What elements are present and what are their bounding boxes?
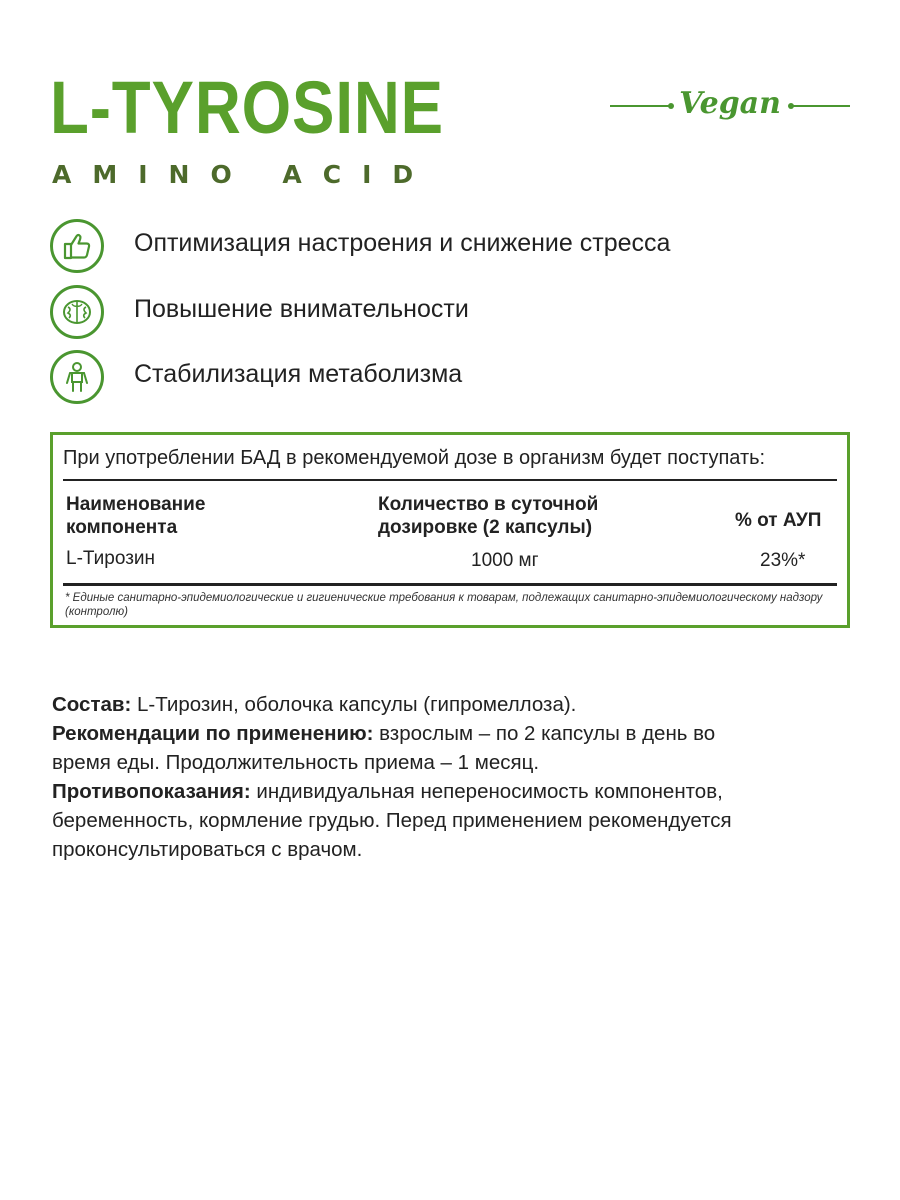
contra-label: Противопоказания: <box>52 780 251 803</box>
table-cell-percent: 23%* <box>760 550 806 571</box>
header-name-line2: компонента <box>66 517 178 538</box>
brain-icon <box>50 285 104 339</box>
composition-paragraph <box>52 690 842 719</box>
benefit-text: Повышение внимательности <box>134 295 469 323</box>
header-amount-line2: дозировке (2 капсулы) <box>378 517 593 538</box>
table-cell-amount: 1000 мг <box>471 550 539 571</box>
badge-line-right <box>792 105 850 107</box>
header-amount-line1: Количество в суточной <box>378 494 599 515</box>
header-daily-amount <box>378 493 598 539</box>
usage-label: Рекомендации по применению: <box>52 722 374 745</box>
person-icon <box>50 350 104 404</box>
product-info <box>52 690 842 864</box>
benefit-item-attention <box>50 285 850 345</box>
header-name-line1: Наименование <box>66 494 206 515</box>
benefit-item-mood <box>50 219 850 279</box>
vegan-badge <box>610 84 850 128</box>
table-cell-name: L-Тирозин <box>66 548 156 569</box>
header-component-name <box>66 493 205 539</box>
table-divider-top <box>63 479 837 481</box>
usage-text: взрослым – по 2 капсулы в день во время еды. Продолжительность приема – 1 месяц. <box>52 722 716 774</box>
composition-label: Состав: <box>52 693 132 716</box>
header-percent: % от АУП <box>735 510 822 531</box>
table-intro: При употреблении БАД в рекомендуемой дозе в организм будет поступать: <box>63 447 766 469</box>
composition-text: L-Тирозин, оболочка капсулы (гипромеллоза). <box>131 693 577 716</box>
benefit-text: Стабилизация метаболизма <box>134 360 463 388</box>
product-subtitle: AMINO ACID <box>52 160 435 189</box>
benefit-text: Оптимизация настроения и снижение стресса <box>134 229 671 257</box>
vegan-label: Vegan <box>679 86 781 121</box>
badge-line-left <box>610 105 670 107</box>
contra-text: индивидуальная непереносимость компонентов, беременность, кормление грудью. Перед применением рекомендуется проконсультироваться с врачом. <box>52 780 732 861</box>
table-footnote: * Единые санитарно-эпидемиологические и гигиенические требования к товарам, подлежащих санитарно-эпидемиологическому надзору (контролю) <box>65 592 823 618</box>
nutrition-table <box>50 432 850 628</box>
usage-paragraph <box>52 719 752 777</box>
benefit-item-metabolism <box>50 350 850 410</box>
table-divider-bottom <box>63 583 837 586</box>
contraindications-paragraph <box>52 777 797 864</box>
thumbs-up-icon <box>50 219 104 273</box>
product-title: L-TYROSINE <box>50 66 444 149</box>
